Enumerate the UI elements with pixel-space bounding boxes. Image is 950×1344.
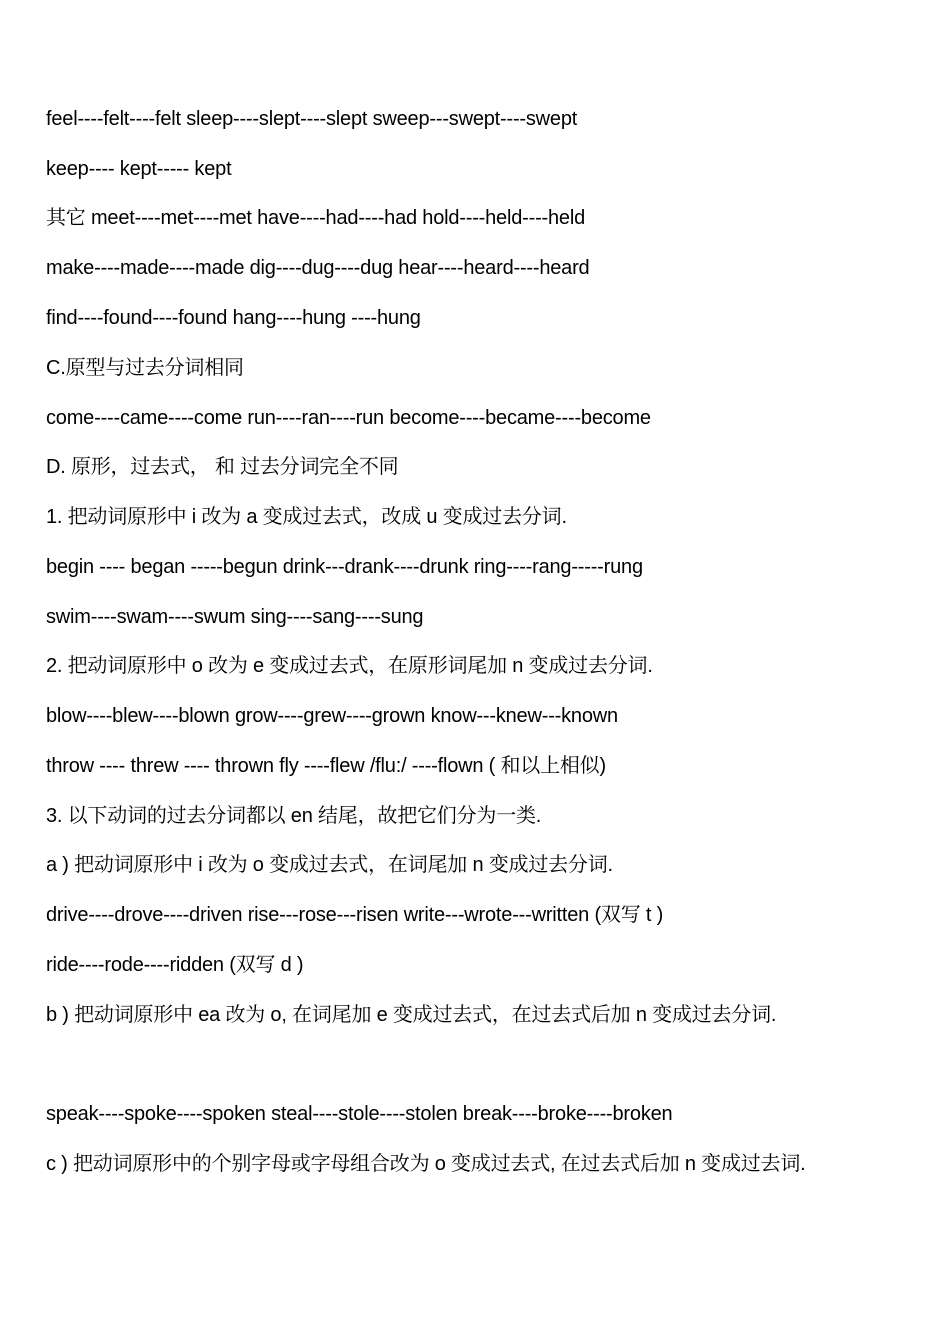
rule-line: 2. 把动词原形中 o 改为 e 变成过去式，在原形词尾加 n 变成过去分词. (46, 655, 653, 677)
text-line: speak----spoke----spoken steal----stole----stolen break----broke----broken (46, 1103, 673, 1125)
section-heading: C.原型与过去分词相同 (46, 357, 244, 379)
text-line: come----came----come run----ran----run become----became----become (46, 407, 651, 429)
text-line: feel----felt----felt sleep----slept----slept sweep---swept----swept (46, 108, 578, 130)
text-line: keep---- kept----- kept (46, 158, 232, 180)
rule-line: 3. 以下动词的过去分词都以 en 结尾，故把它们分为一类. (46, 805, 542, 827)
rule-line: b ) 把动词原形中 ea 改为 o, 在词尾加 e 变成过去式，在过去式后加 n 变成过去分词. (46, 1004, 777, 1026)
rule-line: 1. 把动词原形中 i 改为 a 变成过去式，改成 u 变成过去分词. (46, 506, 567, 528)
rule-line: c ) 把动词原形中的个别字母或字母组合改为 o 变成过去式, 在过去式后加 n 变成过去词. (46, 1153, 806, 1175)
text-line: blow----blew----blown grow----grew----grown know---knew---known (46, 705, 618, 727)
text-line: throw ---- threw ---- thrown fly ----flew /flu:/ ----flown ( 和以上相似) (46, 755, 606, 777)
text-line: swim----swam----swum sing----sang----sung (46, 606, 424, 628)
text-line: make----made----made dig----dug----dug hear----heard----heard (46, 257, 590, 279)
text-line: 其它 meet----met----met have----had----had hold----held----held (46, 207, 586, 229)
text-line: find----found----found hang----hung ----hung (46, 307, 421, 329)
section-heading: D. 原形，过去式， 和 过去分词完全不同 (46, 456, 399, 478)
rule-line: a ) 把动词原形中 i 改为 o 变成过去式，在词尾加 n 变成过去分词. (46, 854, 613, 876)
text-line: drive----drove----driven rise---rose---risen write---wrote---written (双写 t ) (46, 904, 664, 926)
text-line: ride----rode----ridden (双写 d ) (46, 954, 304, 976)
text-line: begin ---- began -----begun drink---drank----drunk ring----rang-----rung (46, 556, 643, 578)
